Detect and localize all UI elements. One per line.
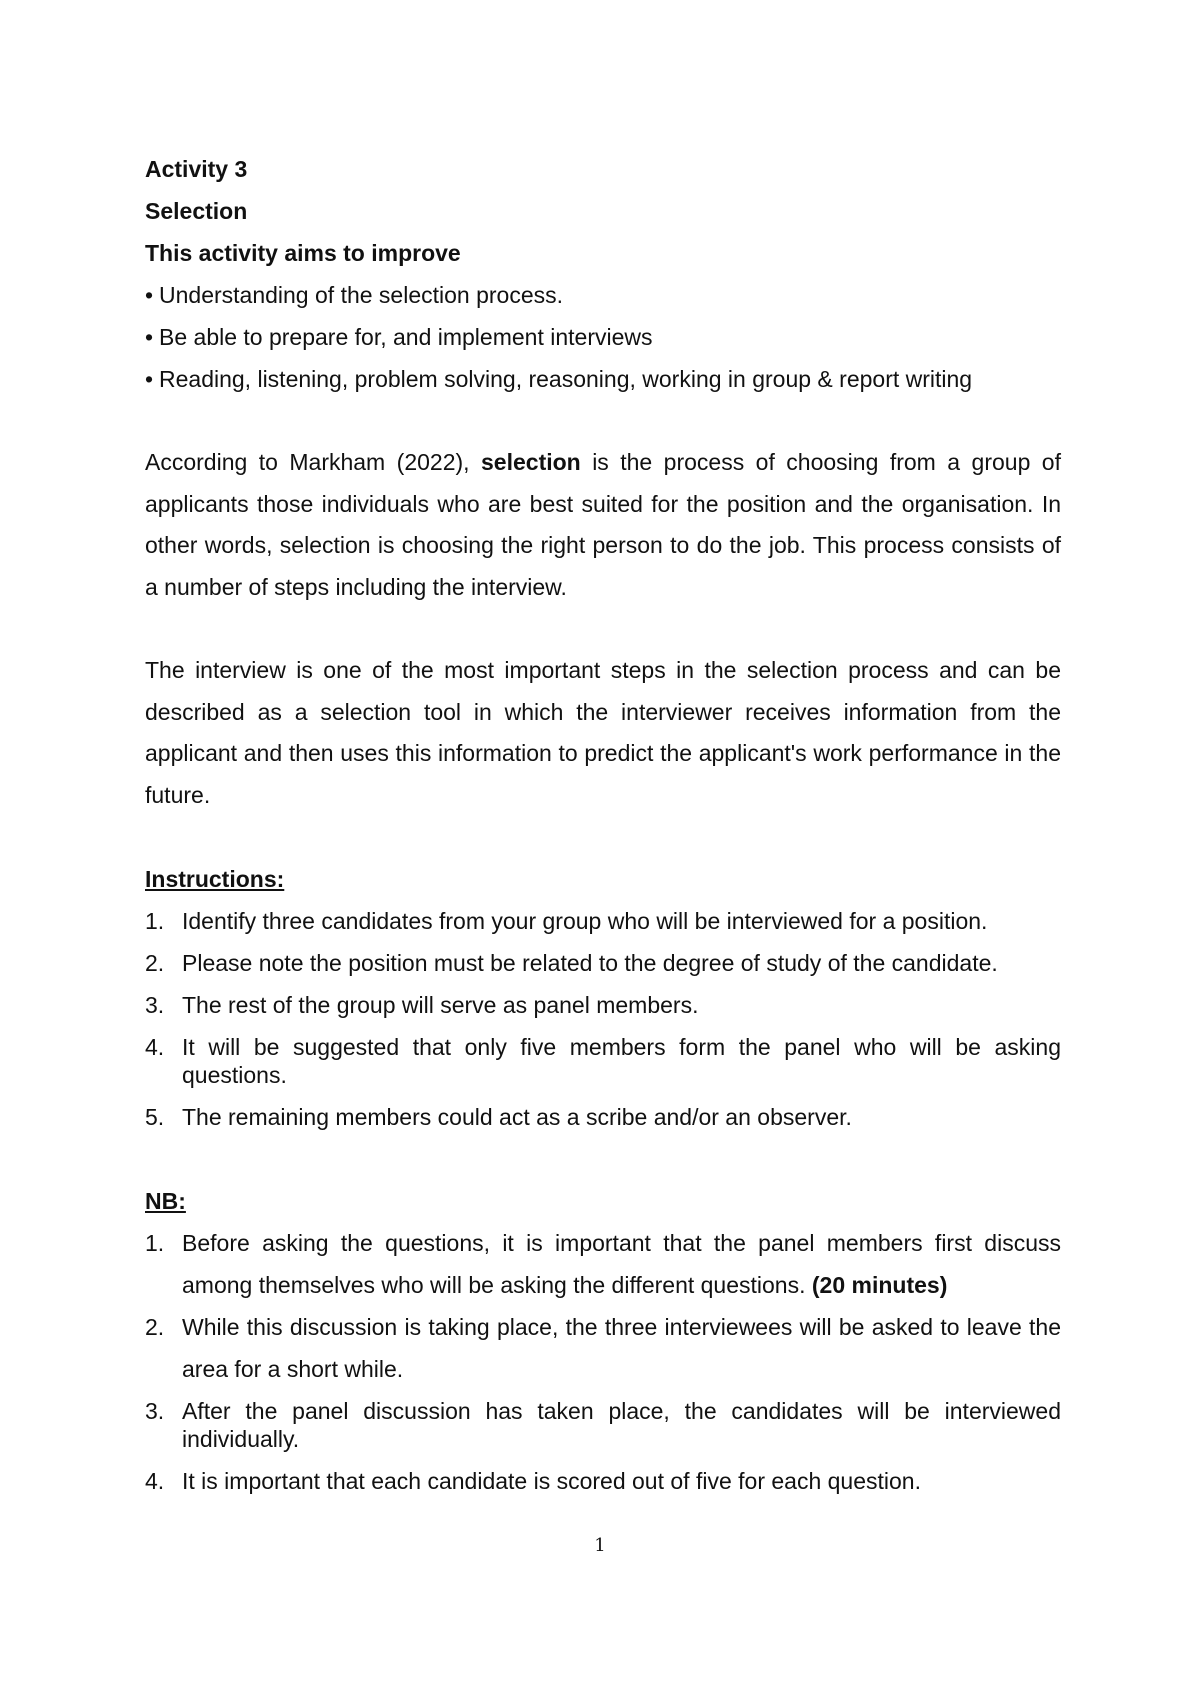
page-number: 1 [594, 1535, 606, 1556]
list-item: 2. While this discussion is taking place, the three interviewees will be asked to leave the area for a short while. [145, 1314, 1061, 1382]
list-item: 2. Please note the position must be related to the degree of study of the candidate. [145, 950, 998, 976]
aim-bullet: • Be able to prepare for, and implement interviews [145, 316, 1061, 358]
duration-note: (20 minutes) [811, 1272, 948, 1298]
aim-bullet: • Reading, listening, problem solving, reasoning, working in group & report writing [145, 358, 1061, 400]
instructions-list [145, 900, 1061, 1138]
list-item: 1. Before asking the questions, it is important that the panel members first discuss among themselves who will be asking the different questions. (20 minutes) [145, 1230, 1061, 1298]
list-item: 1. Identify three candidates from your group who will be interviewed for a position. [145, 908, 988, 934]
bullet-icon: • [145, 366, 154, 392]
nb-list [145, 1222, 1061, 1502]
list-item: 5. The remaining members could act as a scribe and/or an observer. [145, 1104, 852, 1130]
list-item: 3. After the panel discussion has taken place, the candidates will be interviewed individually. [145, 1398, 1061, 1452]
bullet-icon: • [145, 324, 154, 350]
activity-title: Activity 3 [145, 156, 248, 182]
bullet-icon: • [145, 282, 154, 308]
interview-paragraph: The interview is one of the most important steps in the selection process and can be described as a selection tool in which the interviewer receives information from the applicant and then uses this information to predict the applicant's work performance in the future. [145, 657, 1061, 808]
list-item: 3. The rest of the group will serve as panel members. [145, 992, 699, 1018]
list-item: 4. It is important that each candidate is scored out of five for each question. [145, 1468, 921, 1494]
selection-definition-paragraph: According to Markham (2022), selection is the process of choosing from a group of applicants those individuals who are best suited for the position and the organisation. In other words, selection is choosing the right person to do the job. This process consists of a number of steps including the interview. [145, 449, 1061, 600]
instructions-heading: Instructions: [145, 866, 285, 892]
aim-bullet: • Understanding of the selection process. [145, 274, 1061, 316]
selection-term: selection [481, 449, 581, 475]
list-item: 4. It will be suggested that only five members form the panel who will be asking questions. [145, 1034, 1061, 1088]
section-title: Selection [145, 198, 248, 224]
document-body [145, 148, 1061, 1502]
aims-heading: This activity aims to improve [145, 240, 461, 266]
nb-heading: NB: [145, 1188, 186, 1214]
